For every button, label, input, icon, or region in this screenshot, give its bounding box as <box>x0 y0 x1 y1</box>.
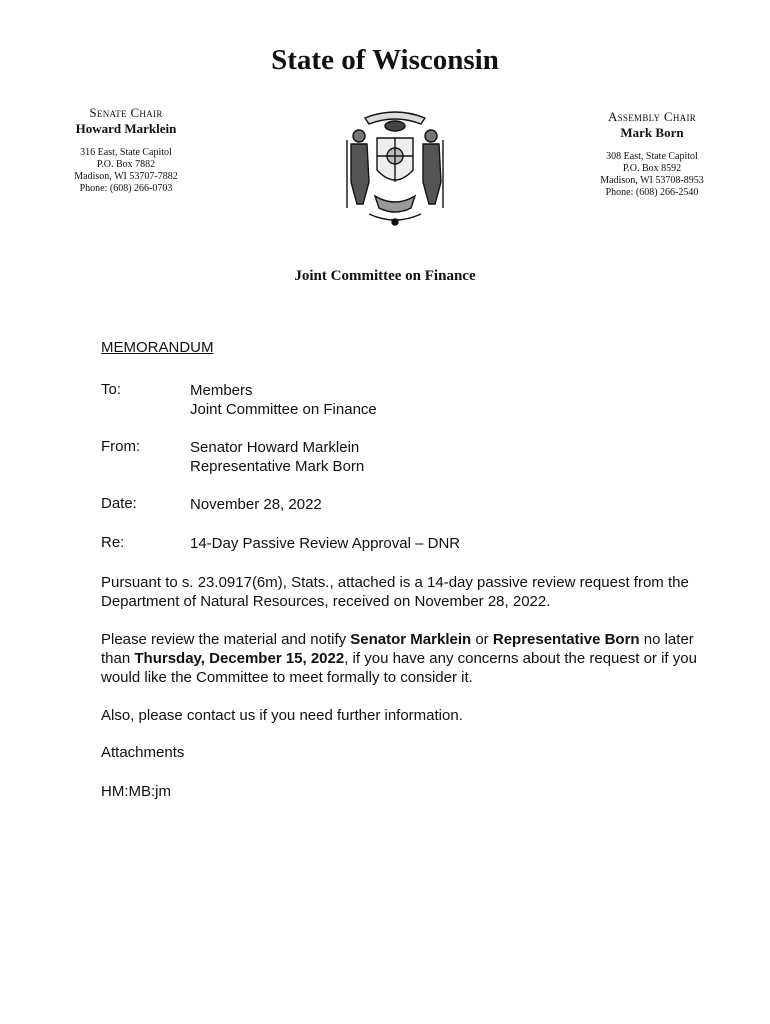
assembly-address-line: P.O. Box 8592 <box>622 163 682 174</box>
review-text: Please review the material and notify <box>101 631 351 648</box>
to-label: To: <box>101 381 122 398</box>
senate-chair-block <box>56 106 196 195</box>
attachments-note: Attachments <box>101 744 185 761</box>
re-label: Re: <box>101 534 125 551</box>
assembly-chair-block <box>582 110 722 199</box>
representative-name-emphasis: Representative Born <box>492 631 640 648</box>
to-line: Joint Committee on Finance <box>190 401 377 418</box>
review-text: , if you have any concerns about the request or if you would like the Committee to meet formally to consider it. <box>101 650 697 686</box>
memo-heading: MEMORANDUM <box>101 339 214 356</box>
paragraph-review <box>101 630 701 687</box>
senate-address-line: P.O. Box 7882 <box>96 159 156 170</box>
date-value: November 28, 2022 <box>190 496 322 513</box>
senate-chair-role: Senate Chair <box>89 105 163 120</box>
state-seal <box>335 104 455 228</box>
paragraph-pursuant: Pursuant to s. 23.0917(6m), Stats., attached is a 14-day passive review request from the Department of Natural Resources, received on November 28, 2022. <box>101 574 689 610</box>
from-label: From: <box>101 438 141 455</box>
deadline-emphasis: Thursday, December 15, 2022 <box>134 650 345 667</box>
senate-chair-name: Howard Marklein <box>75 121 177 136</box>
review-text: or <box>471 631 493 648</box>
senator-name-emphasis: Senator Marklein <box>350 631 472 648</box>
assembly-address-line: 308 East, State Capitol <box>606 151 698 162</box>
from-senders <box>190 438 364 476</box>
from-line: Senator Howard Marklein <box>190 439 360 456</box>
review-text: no later than <box>101 631 694 667</box>
initials: HM:MB:jm <box>101 783 171 800</box>
assembly-address-line: Madison, WI 53708-8953 <box>600 175 704 186</box>
senate-address-line: 316 East, State Capitol <box>80 147 172 158</box>
date-label: Date: <box>101 495 137 512</box>
paragraph-contact: Also, please contact us if you need further information. <box>101 707 463 724</box>
senate-address-line: Phone: (608) 266-0703 <box>79 183 173 194</box>
assembly-address-line: Phone: (608) 266-2540 <box>605 187 699 198</box>
senate-address-line: Madison, WI 53707-7882 <box>74 171 178 182</box>
from-line: Representative Mark Born <box>190 458 365 475</box>
document-title: State of Wisconsin <box>271 44 499 76</box>
re-value: 14-Day Passive Review Approval – DNR <box>190 535 461 552</box>
assembly-chair-name: Mark Born <box>620 125 684 140</box>
to-line: Members <box>190 382 253 399</box>
assembly-chair-role: Assembly Chair <box>607 109 697 124</box>
committee-name: Joint Committee on Finance <box>294 268 476 284</box>
to-recipients <box>190 381 377 419</box>
state-seal-icon <box>335 104 455 228</box>
